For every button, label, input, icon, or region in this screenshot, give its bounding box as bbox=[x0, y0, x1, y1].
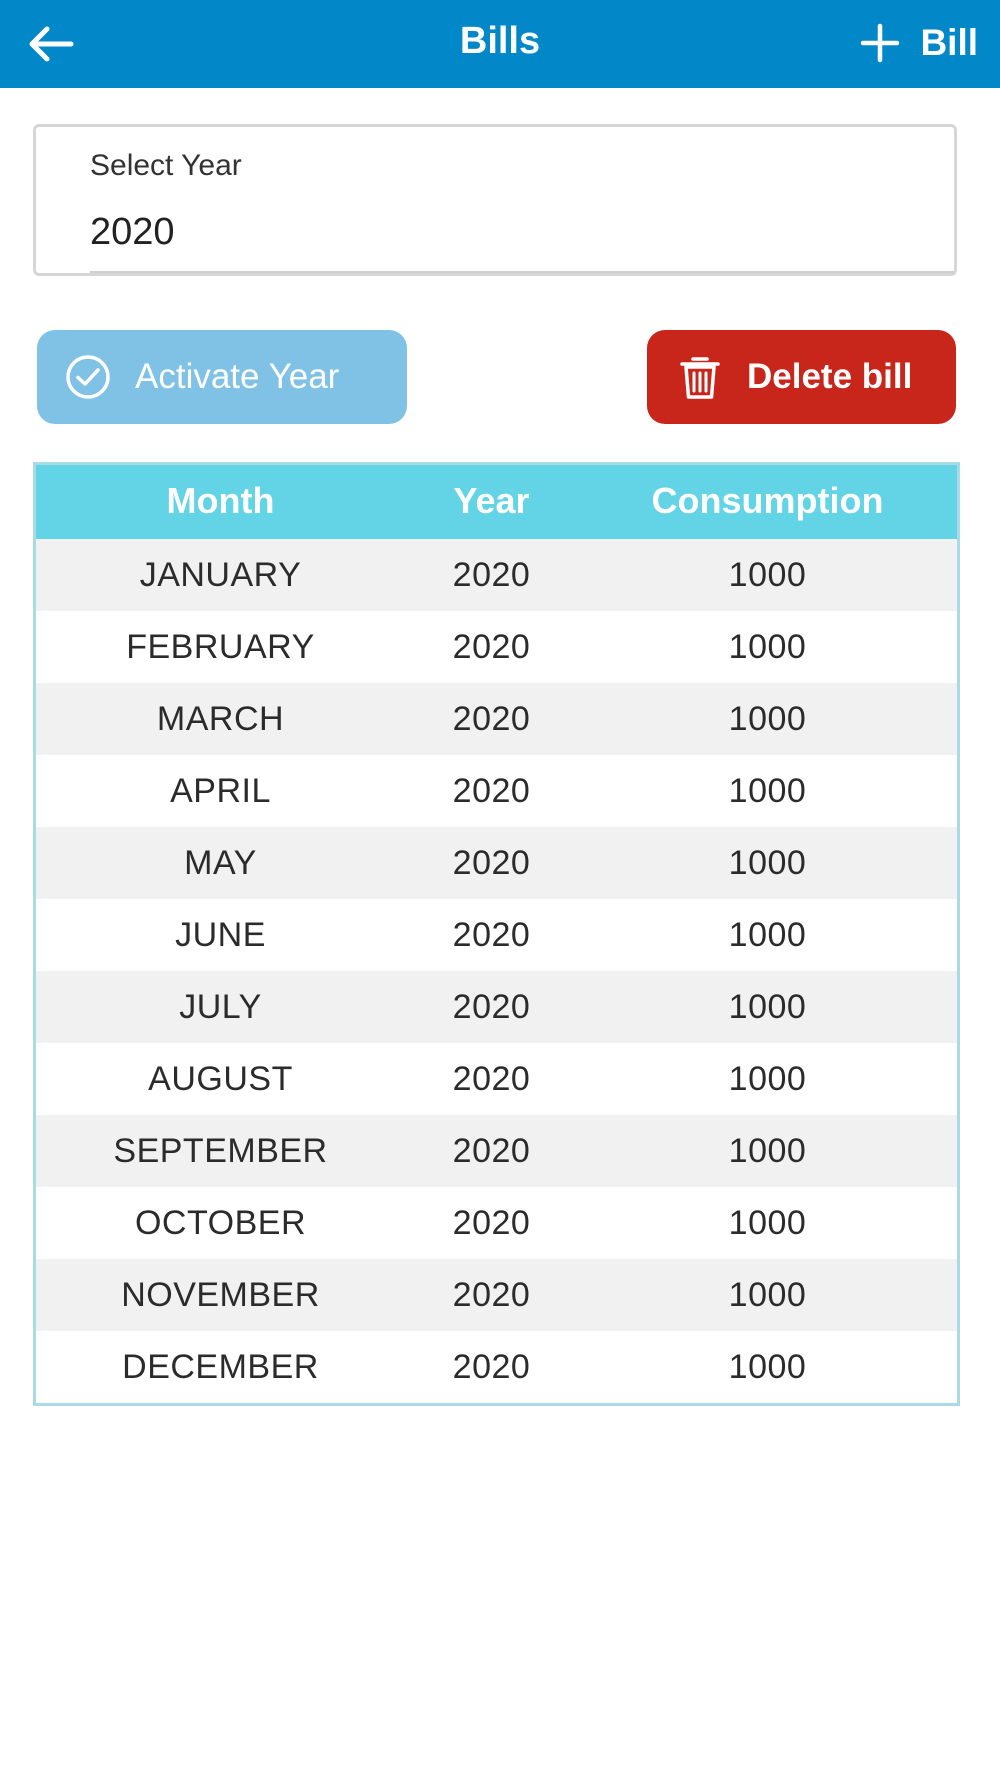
add-bill-label: Bill bbox=[920, 22, 978, 63]
cell-year: 2020 bbox=[452, 1060, 531, 1098]
page-title: Bills bbox=[459, 20, 541, 62]
table-row[interactable] bbox=[36, 1259, 957, 1331]
delete-bill-label: Delete bill bbox=[747, 357, 913, 396]
cell-month: JUNE bbox=[175, 916, 266, 954]
table-row[interactable] bbox=[36, 683, 957, 755]
year-select[interactable] bbox=[33, 124, 957, 276]
arrow-left-icon bbox=[25, 24, 75, 64]
table-row[interactable] bbox=[36, 1115, 957, 1187]
cell-month: SEPTEMBER bbox=[113, 1132, 328, 1170]
cell-year: 2020 bbox=[452, 556, 531, 594]
table-row[interactable] bbox=[36, 827, 957, 899]
cell-consumption: 1000 bbox=[728, 1348, 807, 1386]
year-select-underline bbox=[90, 271, 954, 273]
cell-consumption: 1000 bbox=[728, 1060, 807, 1098]
cell-year: 2020 bbox=[452, 916, 531, 954]
table-row[interactable] bbox=[36, 611, 957, 683]
cell-consumption: 1000 bbox=[728, 844, 807, 882]
table-row[interactable] bbox=[36, 1331, 957, 1403]
top-app-bar bbox=[0, 0, 1000, 88]
cell-year: 2020 bbox=[452, 1348, 531, 1386]
year-select-value[interactable]: 2020 bbox=[90, 211, 175, 253]
cell-consumption: 1000 bbox=[728, 1132, 807, 1170]
table-row[interactable] bbox=[36, 899, 957, 971]
cell-year: 2020 bbox=[452, 1276, 531, 1314]
trash-icon bbox=[675, 352, 725, 402]
add-bill-button[interactable] bbox=[856, 10, 978, 76]
plus-icon bbox=[856, 19, 904, 67]
cell-month: NOVEMBER bbox=[121, 1276, 320, 1314]
cell-year: 2020 bbox=[452, 988, 531, 1026]
cell-month: AUGUST bbox=[148, 1060, 293, 1098]
cell-month: APRIL bbox=[170, 772, 271, 810]
cell-month: OCTOBER bbox=[134, 1204, 306, 1242]
activate-year-label: Activate Year bbox=[135, 357, 340, 396]
cell-consumption: 1000 bbox=[728, 1204, 807, 1242]
delete-bill-button[interactable] bbox=[647, 330, 956, 424]
cell-year: 2020 bbox=[452, 1132, 531, 1170]
cell-year: 2020 bbox=[452, 1204, 531, 1242]
cell-month: JULY bbox=[179, 988, 262, 1026]
cell-consumption: 1000 bbox=[728, 916, 807, 954]
cell-month: DECEMBER bbox=[122, 1348, 319, 1386]
check-circle-icon bbox=[63, 352, 113, 402]
cell-year: 2020 bbox=[452, 700, 531, 738]
table-row[interactable] bbox=[36, 539, 957, 611]
table-header bbox=[36, 465, 957, 539]
cell-year: 2020 bbox=[452, 844, 531, 882]
table-row[interactable] bbox=[36, 1187, 957, 1259]
cell-consumption: 1000 bbox=[728, 700, 807, 738]
cell-month: JANUARY bbox=[139, 556, 302, 594]
cell-month: MAY bbox=[184, 844, 257, 882]
table-row[interactable] bbox=[36, 755, 957, 827]
cell-month: FEBRUARY bbox=[126, 628, 315, 666]
table-row[interactable] bbox=[36, 1043, 957, 1115]
back-button[interactable] bbox=[18, 14, 82, 74]
year-select-label: Select Year bbox=[90, 149, 242, 182]
cell-year: 2020 bbox=[452, 628, 531, 666]
cell-consumption: 1000 bbox=[728, 1276, 807, 1314]
bills-table bbox=[33, 462, 960, 1406]
cell-consumption: 1000 bbox=[728, 772, 807, 810]
cell-consumption: 1000 bbox=[728, 628, 807, 666]
column-header-consumption[interactable]: Consumption bbox=[651, 480, 884, 521]
cell-consumption: 1000 bbox=[728, 556, 807, 594]
column-header-month[interactable]: Month bbox=[166, 480, 275, 521]
table-row[interactable] bbox=[36, 971, 957, 1043]
cell-year: 2020 bbox=[452, 772, 531, 810]
cell-consumption: 1000 bbox=[728, 988, 807, 1026]
column-header-year[interactable]: Year bbox=[453, 480, 530, 521]
activate-year-button[interactable] bbox=[37, 330, 407, 424]
cell-month: MARCH bbox=[156, 700, 285, 738]
